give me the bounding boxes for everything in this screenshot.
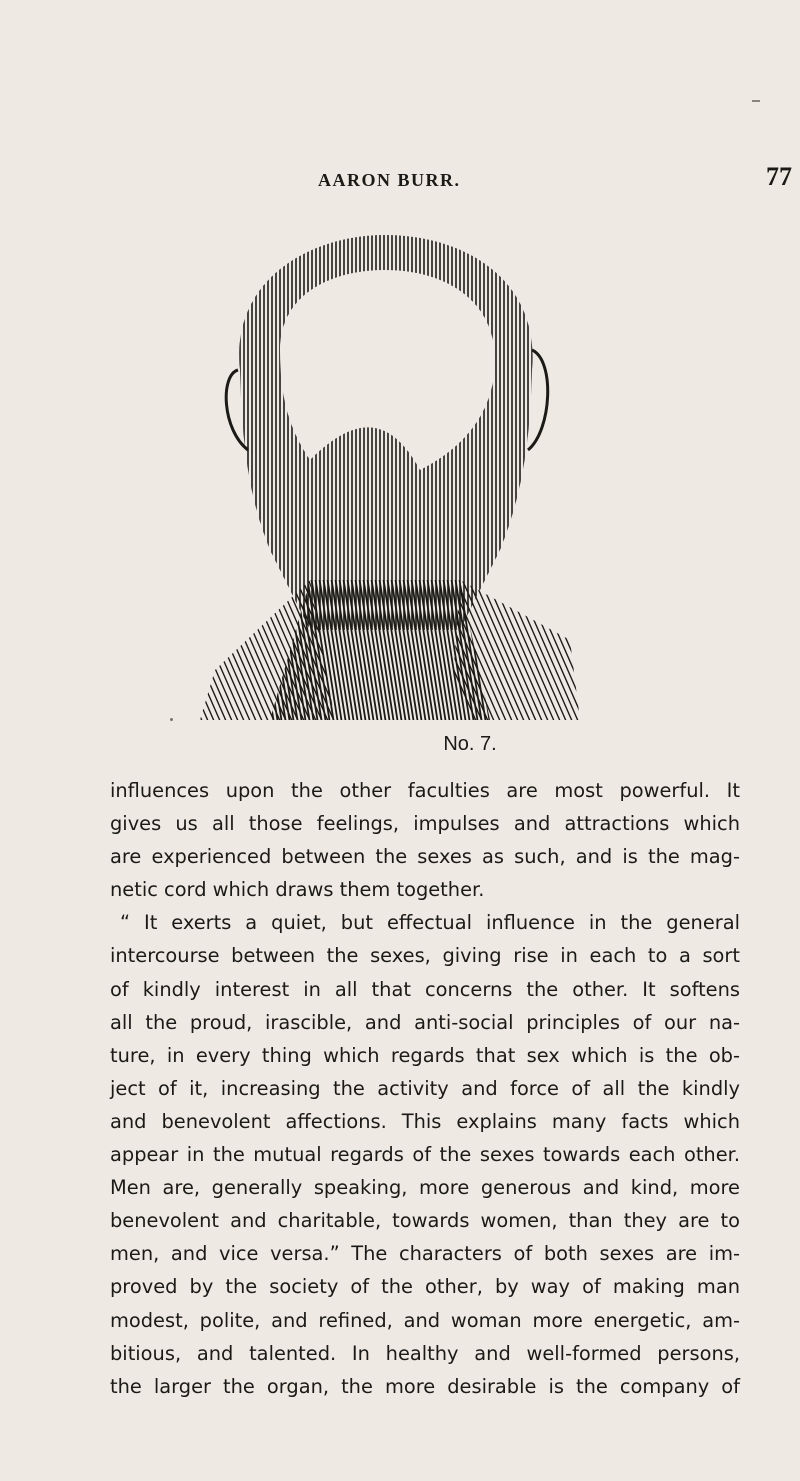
hatch-line — [160, 570, 218, 730]
hatch-line — [590, 570, 610, 730]
hatch-line — [160, 570, 200, 730]
text-line: proved by the society of the other, by way of making man — [110, 1275, 740, 1299]
text-line: all the proud, irascible, and anti-social principles of our na- — [110, 1010, 740, 1034]
text-line: men, and vice versa.” The characters of both sexes are im- — [110, 1242, 740, 1266]
hatch-line — [160, 570, 170, 730]
hatch-line — [506, 570, 531, 730]
text-line: and benevolent affections. This explains many facts which — [110, 1109, 740, 1133]
hatch-line — [250, 570, 275, 730]
hatch-line — [160, 570, 188, 730]
margin-mark — [752, 100, 760, 102]
margin-dot — [170, 718, 173, 721]
running-title: AARON BURR. — [318, 170, 461, 190]
hatch-line — [542, 570, 610, 730]
text-line: bitious, and talented. In healthy and well-formed persons, — [110, 1341, 740, 1365]
page-number: 77 — [766, 162, 792, 191]
hatch-line — [160, 570, 176, 730]
hatch-line — [494, 570, 519, 730]
hatch-line — [584, 570, 610, 730]
hatch-line — [160, 570, 212, 730]
text-line: “ It exerts a quiet, but effectual influence in the general — [120, 911, 740, 935]
hatch-line — [608, 570, 610, 730]
running-head — [0, 160, 800, 200]
phrenology-head-illustration — [160, 200, 610, 740]
hatch-line — [160, 570, 182, 730]
figure-caption: No. 7. — [443, 733, 497, 755]
hatch-line — [160, 570, 206, 730]
text-line: influences upon the other faculties are most powerful. It — [110, 779, 740, 802]
hatch-line — [482, 570, 507, 730]
phrenology-head-back-view-icon — [160, 200, 610, 740]
hatch-line — [578, 570, 610, 730]
text-line: Men are, generally speaking, more generous and kind, more — [110, 1176, 740, 1200]
text-line: are experienced between the sexes as such, and is the mag- — [110, 845, 740, 869]
hatch-line — [518, 570, 543, 730]
hatch-line — [160, 570, 230, 730]
text-line: the larger the organ, the more desirable is the company of — [110, 1374, 740, 1398]
text-line: gives us all those feelings, impulses and attractions which — [110, 812, 740, 836]
hatch-line — [548, 570, 610, 730]
text-line: appear in the mutual regards of the sexes towards each other. — [110, 1143, 740, 1167]
hatch-line — [560, 570, 610, 730]
text-line: intercourse between the sexes, giving rise in each to a sort — [110, 944, 740, 968]
hatch-line — [160, 570, 194, 730]
hatch-line — [602, 570, 610, 730]
body-text — [110, 774, 740, 1403]
text-line: modest, polite, and refined, and woman more energetic, am- — [110, 1308, 740, 1332]
text-line: ject of it, increasing the activity and force of all the kindly — [110, 1076, 740, 1100]
text-line: benevolent and charitable, towards women, than they are to — [110, 1209, 740, 1233]
text-line: ture, in every thing which regards that sex which is the ob- — [110, 1043, 740, 1067]
text-line: netic cord which draws them together. — [110, 878, 485, 902]
hatch-line — [160, 570, 224, 730]
hatch-line — [566, 570, 610, 730]
hatch-line — [554, 570, 610, 730]
hatch-line — [166, 570, 236, 730]
text-line: of kindly interest in all that concerns the other. It softens — [110, 977, 740, 1001]
hatch-line — [596, 570, 610, 730]
